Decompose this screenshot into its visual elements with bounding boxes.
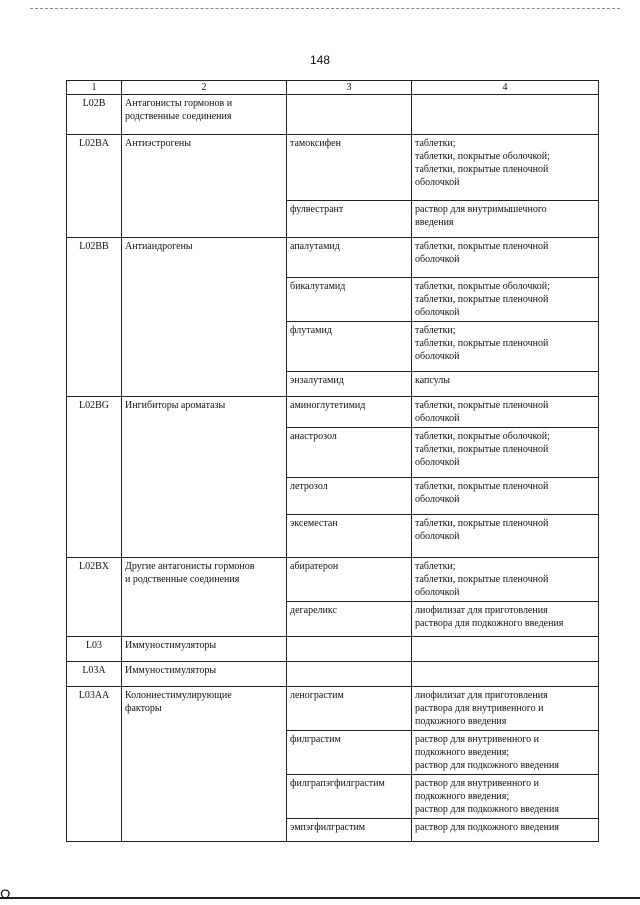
dosage-form-cell: лиофилизат для приготовления раствора для подкожного введения: [412, 602, 599, 637]
atc-code-cell: L03AA: [67, 687, 122, 842]
atc-code-cell: L02BX: [67, 558, 122, 637]
drug-name-cell: эксеместан: [287, 515, 412, 558]
header-cell: 1: [67, 81, 122, 95]
atc-code-cell: L03A: [67, 662, 122, 687]
drug-name-cell: эмпэгфилграстим: [287, 819, 412, 842]
dosage-form-cell: таблетки, покрытые пленочной оболочкой: [412, 397, 599, 428]
header-cell: 4: [412, 81, 599, 95]
dosage-form-cell: раствор для внутривенного и подкожного введения; раствор для подкожного введения: [412, 731, 599, 775]
drug-name-cell: фулвестрант: [287, 201, 412, 238]
table-row: [67, 238, 599, 278]
header-cell: 2: [122, 81, 287, 95]
drug-name-cell: филграпэгфилграстим: [287, 775, 412, 819]
atc-code-cell: L02BA: [67, 135, 122, 238]
drug-name-cell: ленограстим: [287, 687, 412, 731]
drug-name-cell: энзалутамид: [287, 372, 412, 397]
table-row: [67, 95, 599, 135]
dosage-form-cell: [412, 95, 599, 135]
drug-name-cell: тамоксифен: [287, 135, 412, 201]
group-name-cell: Антиэстрогены: [122, 135, 287, 238]
drug-name-cell: апалутамид: [287, 238, 412, 278]
drug-name-cell: абиратерон: [287, 558, 412, 602]
atc-code-cell: L03: [67, 637, 122, 662]
top-scan-rule: [30, 8, 620, 9]
table-row: [67, 397, 599, 428]
dosage-form-cell: раствор для внутримышечного введения: [412, 201, 599, 238]
drug-name-cell: флутамид: [287, 322, 412, 372]
table-row: [67, 637, 599, 662]
dosage-form-cell: раствор для подкожного введения: [412, 819, 599, 842]
group-name-cell: Другие антагонисты гормонов и родственные соединения: [122, 558, 287, 637]
atc-code-cell: L02BG: [67, 397, 122, 558]
page-number: 148: [309, 53, 331, 67]
scan-corner-mark: Ω: [0, 886, 11, 902]
drug-name-cell: летрозол: [287, 478, 412, 515]
dosage-form-cell: таблетки, покрытые пленочной оболочкой: [412, 238, 599, 278]
dosage-form-cell: таблетки, покрытые пленочной оболочкой: [412, 478, 599, 515]
table-row: [67, 662, 599, 687]
drug-name-cell: [287, 637, 412, 662]
dosage-form-cell: таблетки, покрытые оболочкой; таблетки, покрытые пленочной оболочкой: [412, 278, 599, 322]
drug-name-cell: [287, 95, 412, 135]
dosage-form-cell: таблетки, покрытые пленочной оболочкой: [412, 515, 599, 558]
atc-code-cell: L02BB: [67, 238, 122, 397]
atc-code-cell: L02B: [67, 95, 122, 135]
drug-name-cell: филграстим: [287, 731, 412, 775]
group-name-cell: Иммуностимуляторы: [122, 662, 287, 687]
dosage-form-cell: капсулы: [412, 372, 599, 397]
group-name-cell: Антиандрогены: [122, 238, 287, 397]
table-row: [67, 135, 599, 201]
group-name-cell: Ингибиторы ароматазы: [122, 397, 287, 558]
dosage-form-cell: таблетки; таблетки, покрытые пленочной оболочкой: [412, 558, 599, 602]
bottom-scan-rule: [0, 897, 640, 899]
dosage-form-cell: таблетки; таблетки, покрытые пленочной оболочкой: [412, 322, 599, 372]
group-name-cell: Колониестимулирующие факторы: [122, 687, 287, 842]
drug-name-cell: аминоглутетимид: [287, 397, 412, 428]
dosage-form-cell: [412, 637, 599, 662]
drug-table: [66, 80, 599, 842]
table-row: [67, 558, 599, 602]
drug-name-cell: [287, 662, 412, 687]
group-name-cell: Иммуностимуляторы: [122, 637, 287, 662]
dosage-form-cell: [412, 662, 599, 687]
drug-name-cell: анастрозол: [287, 428, 412, 478]
table-header-row: [67, 81, 599, 95]
dosage-form-cell: таблетки; таблетки, покрытые оболочкой; таблетки, покрытые пленочной оболочкой: [412, 135, 599, 201]
drug-name-cell: дегареликс: [287, 602, 412, 637]
header-cell: 3: [287, 81, 412, 95]
dosage-form-cell: лиофилизат для приготовления раствора для внутривенного и подкожного введения: [412, 687, 599, 731]
drug-name-cell: бикалутамид: [287, 278, 412, 322]
table-row: [67, 687, 599, 731]
dosage-form-cell: раствор для внутривенного и подкожного введения; раствор для подкожного введения: [412, 775, 599, 819]
group-name-cell: Антагонисты гормонов и родственные соединения: [122, 95, 287, 135]
dosage-form-cell: таблетки, покрытые оболочкой; таблетки, покрытые пленочной оболочкой: [412, 428, 599, 478]
